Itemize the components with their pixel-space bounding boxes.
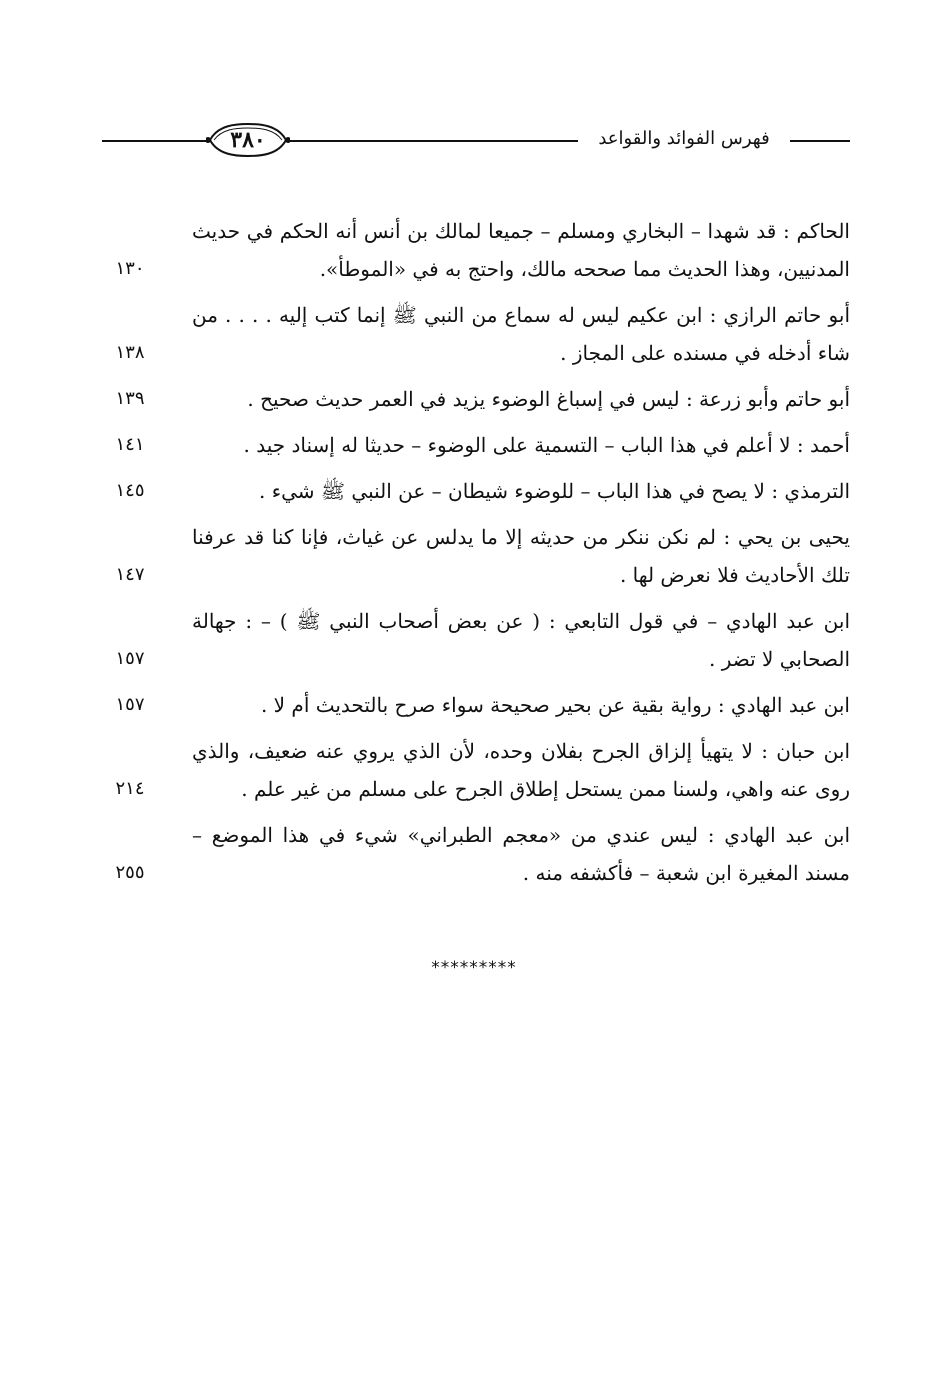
entry-page-number: ١٤٧ bbox=[115, 564, 145, 585]
entry-page-number: ١٤٥ bbox=[115, 480, 145, 501]
entry-page-number: ٢١٤ bbox=[115, 778, 145, 799]
entry-text: الحاكم : قد شهدا – البخاري ومسلم – جميعا لمالك بن أنس أنه الحكم في حديث المدنيين، وهذا الحديث مما صححه مالك، واحتج به في «الموطأ». bbox=[192, 219, 850, 281]
index-entries bbox=[100, 212, 852, 900]
index-entry bbox=[100, 732, 852, 808]
entry-page-number: ١٣٨ bbox=[115, 342, 145, 363]
entry-text: ابن حبان : لا يتهيأ إلزاق الجرح بفلان وحده، لأن الذي يروي عنه ضعيف، والذي روى عنه واهي، ولسنا ممن يستحل إطلاق الجرح على مسلم من غير علم . bbox=[192, 739, 850, 801]
entry-text: أحمد : لا أعلم في هذا الباب – التسمية على الوضوء – حديثا له إسناد جيد . bbox=[243, 433, 850, 457]
page-header bbox=[100, 116, 852, 166]
index-entry bbox=[100, 472, 852, 510]
index-entry bbox=[100, 296, 852, 372]
entry-page-number: ١٥٧ bbox=[115, 648, 145, 669]
index-entry bbox=[100, 426, 852, 464]
entry-page-number: ٢٥٥ bbox=[115, 862, 145, 883]
entry-text: أبو حاتم وأبو زرعة : ليس في إسباغ الوضوء يزيد في العمر حديث صحيح . bbox=[247, 387, 850, 411]
entry-text: ابن عبد الهادي : ليس عندي من «معجم الطبراني» شيء في هذا الموضع – مسند المغيرة ابن شعبة – فأكشفه منه . bbox=[192, 823, 851, 885]
index-entry bbox=[100, 380, 852, 418]
entry-text: ابن عبد الهادي : رواية بقية عن بحير صحيحة سواء صرح بالتحديث أم لا . bbox=[260, 693, 850, 717]
entry-text: أبو حاتم الرازي : ابن عكيم ليس له سماع من النبي ﷺ إنما كتب إليه . . . . من شاء أدخله في مسنده على المجاز . bbox=[192, 303, 850, 365]
section-separator: ********* bbox=[431, 958, 517, 978]
index-entry bbox=[100, 212, 852, 288]
page-number-ornament bbox=[206, 121, 290, 159]
entry-page-number: ١٥٧ bbox=[115, 694, 145, 715]
running-title: فهرس الفوائد والقواعد bbox=[598, 128, 770, 149]
entry-page-number: ١٤١ bbox=[115, 434, 145, 455]
header-rule-middle bbox=[288, 140, 578, 142]
entry-text: يحيى بن يحي : لم نكن ننكر من حديثه إلا ما يدلس عن غياث، فإنا كنا قد عرفنا تلك الأحاديث فلا نعرض لها . bbox=[192, 525, 850, 587]
index-entry bbox=[100, 602, 852, 678]
index-entry bbox=[100, 816, 852, 892]
index-entry bbox=[100, 518, 852, 594]
entry-page-number: ١٣٠ bbox=[115, 258, 145, 279]
entry-page-number: ١٣٩ bbox=[115, 388, 145, 409]
entry-text: الترمذي : لا يصح في هذا الباب – للوضوء شيطان – عن النبي ﷺ شيء . bbox=[259, 479, 850, 503]
index-entry bbox=[100, 686, 852, 724]
entry-text: ابن عبد الهادي – في قول التابعي : ( عن بعض أصحاب النبي ﷺ ) – : جهالة الصحابي لا تضر . bbox=[192, 609, 850, 671]
page-number: ٣٨٠ bbox=[230, 127, 266, 153]
header-rule-right bbox=[790, 140, 850, 142]
header-rule-left bbox=[102, 140, 206, 142]
